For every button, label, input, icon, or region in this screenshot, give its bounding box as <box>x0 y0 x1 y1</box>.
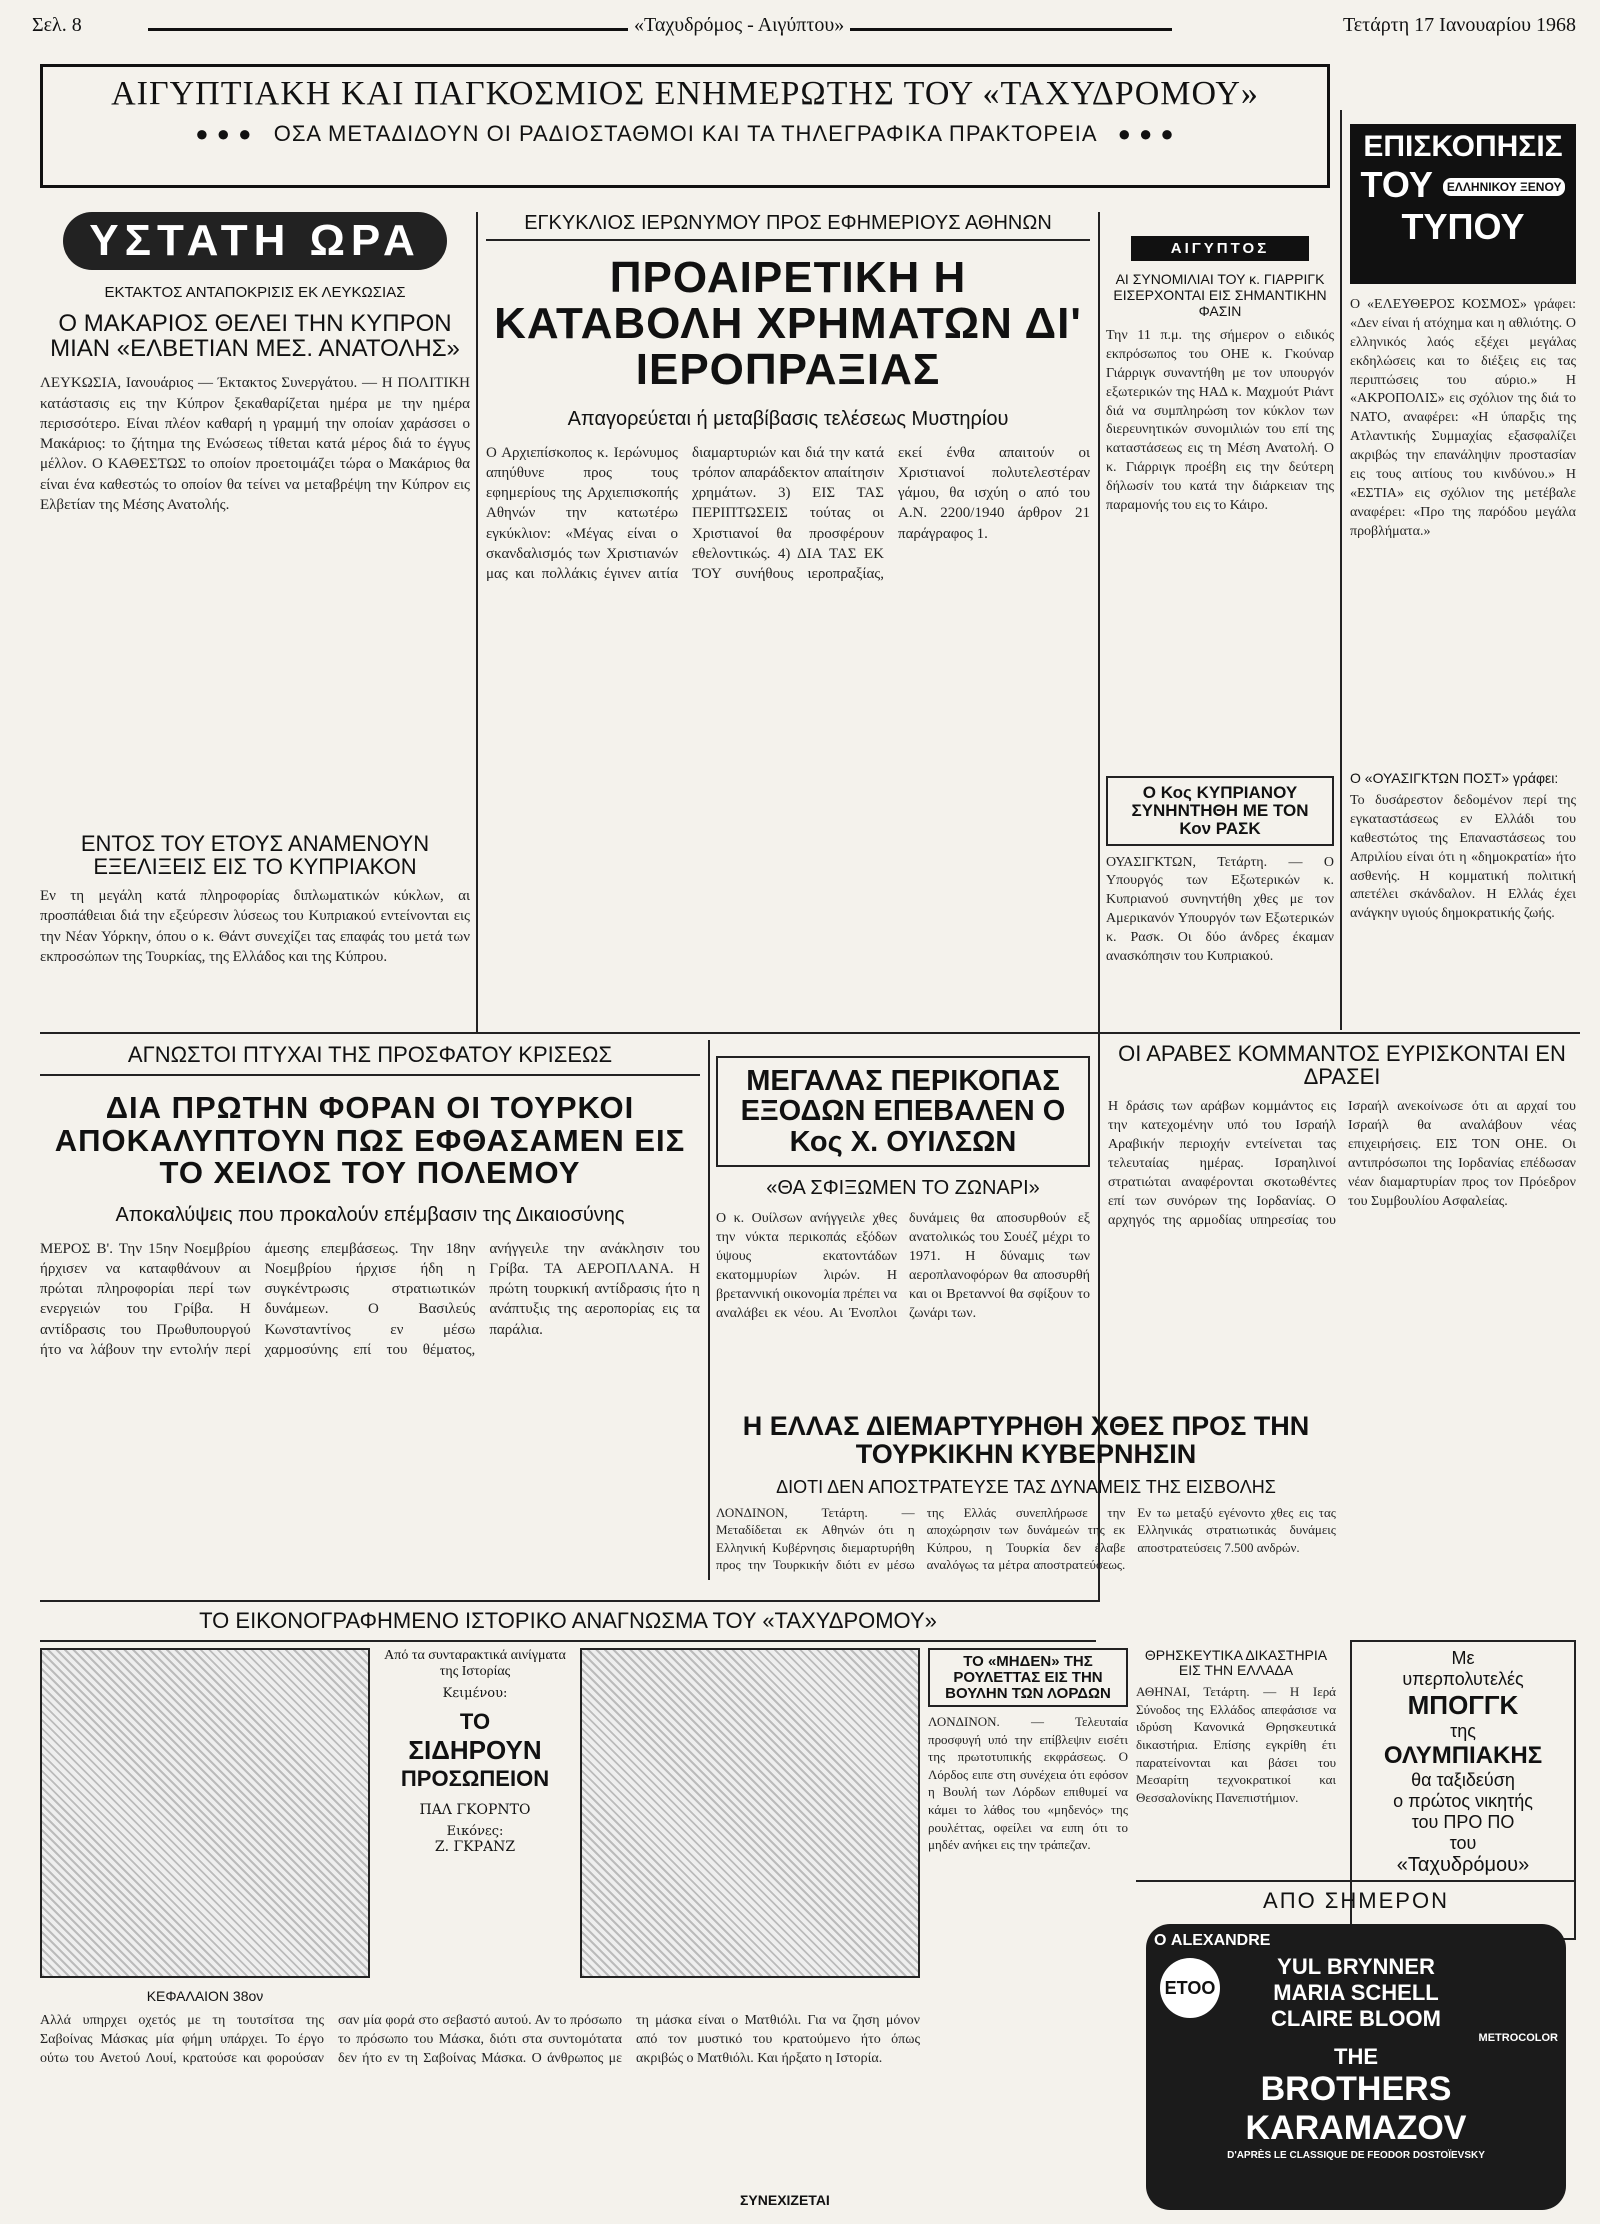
masthead-subtitle-text: ΟΣΑ ΜΕΤΑΔΙΔΟΥΝ ΟΙ ΡΑΔΙΟΣΤΑΘΜΟΙ ΚΑΙ ΤΑ ΤΗΛΕΓΡΑΦΙΚΑ ΠΡΑΚΤΟΡΕΙΑ <box>273 121 1097 146</box>
cinema-name: Ο ALEXANDRE <box>1154 1932 1271 1949</box>
eikono-chapter: ΚΕΦΑΛΑΙΟΝ 38ον <box>146 1988 264 2004</box>
kyprianou-headline: Ο Κος ΚΥΠΡΙΑΝΟΥ ΣΥΝΗΝΤΗΘΗ ΜΕ ΤΟΝ Κον ΡΑΣΚ <box>1106 776 1334 846</box>
mpogk-l2: υπερπολυτελές <box>1402 1669 1524 1689</box>
star-3: CLAIRE BLOOM <box>1271 2006 1441 2031</box>
aigyptos-body: Την 11 π.μ. της σήμερον ο ειδικός εκπρόσωπος του ΟΗΕ κ. Γκούναρ Γιάρριγκ συναντήθη με τον υπουργόν εξωτερικών της ΗΑΔ κ. Μαχμούτ Ριάντ διά να συμπληρώση τον κύκλον των διερευνητικών συνομιλιών του επί της καταστάσεως εις τη Μέση Ανατολή. Ο κ. Γιάρριγκ προέβη εις την δεύτερη δήλωσίν του κατά την διάρκειαν της παραμονής του εις το Κάιρο. <box>1106 328 1334 514</box>
page-number: Σελ. 8 <box>32 14 82 36</box>
rule-upper-band <box>40 1032 1580 1034</box>
illustration-right <box>580 1648 920 1978</box>
arabes-body: Η δράσις των αράβων κομμάντος εις την κατεχομένην υπό του Ισραήλ Αραβικήν περιοχήν εντείνεται τας τελευταίας ημέρας. Ισραηλινοί στρατιώται αναφέρονται σκοτωθέντες επί των συνόρων της Ιορδανίας. Ο αρχηγός της αρμοδίας υπηρεσίας του Ισραήλ ανεκοίνωσε ότι αι αρχαί του Ισραήλ θα αναλάβουν νέας επιχειρήσεις. ΕΙΣ ΤΟΝ ΟΗΕ. Οι αντιπρόσωποι της Ιορδανίας επέδωσαν νέαν διαμαρτυρίαν προς τον Πρόεδρον του Συμβουλίου Ασφαλείας. <box>1108 1099 1576 1228</box>
film-credit: D'APRÈS LE CLASSIQUE DE FEODOR DOSTOÏEVSKY <box>1227 2150 1485 2161</box>
ouilson-article <box>716 1056 1090 1406</box>
mpogk-l5: ΟΛΥΜΠΙΑΚΗΣ <box>1383 1742 1543 1769</box>
film-title-l2: BROTHERS <box>1260 2070 1452 2108</box>
illustration-left <box>40 1648 370 1978</box>
mpogk-l10: «Ταχυδρόμου» <box>1396 1854 1530 1876</box>
agnostoi-kicker: ΑΓΝΩΣΤΟΙ ΠΤΥΧΑΙ ΤΗΣ ΠΡΟΣΦΑΤΟΥ ΚΡΙΣΕΩΣ <box>40 1042 700 1076</box>
rule-lower-band <box>40 1600 1100 1602</box>
masthead-title: ΑΙΓΥΠΤΙΑΚΗ ΚΑΙ ΠΑΓΚΟΣΜΙΟΣ ΕΝΗΜΕΡΩΤΗΣ ΤΟΥ «ΤΑΧΥΔΡΟΜΟΥ» <box>111 75 1259 112</box>
star-2: MARIA SCHELL <box>1273 1980 1439 2005</box>
ystati-headline: Ο ΜΑΚΑΡΙΟΣ ΘΕΛΕΙ ΤΗΝ ΚΥΠΡΟΝ ΜΙΑΝ «ΕΛΒΕΤΙΑΝ ΜΕΣ. ΑΝΑΤΟΛΗΣ» <box>50 310 460 363</box>
agnostoi-body: ΜΕΡΟΣ Β'. Την 15ην Νοεμβρίου ήρχισεν να καταφθάνουν αι πρώται πληροφορίαι περί των ενεργειών του Γρίβα. Η αντίδρασις του Πρωθυπουργού ήτο να λάβουν την εντολήν περί άμεσης επεμβάσεως. Την 18ην Νοεμβρίου ήρχισε ήδη η συγκέντρωσις στρατιωτικών δυνάμεων. Ο Βασιλεύς Κωνσταντίνος εν μέσω χαρμοσύνης επί του θέματος, ανήγγειλε την ανάκλησιν του Γρίβα. ΤΑ ΑΕΡΟΠΛΑΝΑ. Η πρώτη τουρκική αντίδρασις ήτο η ανάπτυξις της αεροπορίας εις τα παράλια. <box>40 1240 700 1358</box>
entos-body: Εν τη μεγάλη κατά πληροφορίας διπλωματικών κύκλων, αι προσπάθειαι διά την εξεύρεσιν λύσεως του Κυπριακού εντείνονται εις την Νέαν Υόρκην, όπου ο κ. Θάντ συνεχίζει τας επαφάς του μετά των εκπροσώπων της Τουρκίας, της Ελλάδος και της Κύπρου. <box>40 888 470 965</box>
cinema-logo: ΕΤΟΟ <box>1160 1958 1220 2018</box>
apo-simeron-ad <box>1136 1880 1576 2216</box>
episkopisis-l1: ΕΠΙΣΚΟΠΗΣΙΣ <box>1363 130 1563 163</box>
rule-col4 <box>708 1040 710 1580</box>
egkyklios-body: Ο Αρχιεπίσκοπος κ. Ιερώνυμος απηύθυνε προς τους εφημερίους της Αρχιεπισκοπής Αθηνών την κατωτέρω εγκύκλιον: «Μέγας είναι ο σκανδαλισμός των Χριστιανών μας και πολλάκις έγινεν αιτία διαμαρτυριών και διά την κατά τρόπον απαράδεκτον απαίτησιν χρημάτων. 3) ΕΙΣ ΤΑΣ ΠΕΡΙΠΤΩΣΕΙΣ τούτας οι Χριστιανοί θα προσφέρουν εθελοντικώς. 4) ΔΙΑ ΤΑΣ ΕΚ ΤΟΥ συνήθους ιεροπραξίας, εκεί ένθα απαιτούν οι Χριστιανοί πολυτελεστέραν γάμου, θα ισχύη ο από του Α.Ν. 2200/1940 άρθρον 21 παράγραφος 1. <box>486 444 1090 583</box>
eikono-kicker: ΤΟ ΕΙΚΟΝΟΓΡΑΦΗΜΕΝΟ ΙΣΤΟΡΙΚΟ ΑΝΑΓΝΩΣΜΑ ΤΟΥ «ΤΑΧΥΔΡΟΜΟΥ» <box>40 1608 1096 1642</box>
film-title-l1: THE <box>1334 2044 1378 2069</box>
ystati-kicker: ΕΚΤΑΚΤΟΣ ΑΝΤΑΠΟΚΡΙΣΙΣ ΕΚ ΛΕΥΚΩΣΙΑΣ <box>104 284 406 301</box>
mhden-body: ΛΟΝΔΙΝΟΝ. — Τελευταία προσφυγή υπό την επίβλεψιν εισέτι της πρωτοτυπικής εκφράσεως. Ο Λόρδος ειπε στη συνέχεια ότι εφόσον η Βουλή των Λόρδων επιθυμεί να κάμει το λάθος του «μηδενός» της ρουλέττας, οφείλει να ειπη ότι το μηδέν ανήκει εις την τράπεζαν. <box>928 1714 1128 1853</box>
ystati-banner: ΥΣΤΑΤΗ ΩΡΑ <box>63 212 447 270</box>
episkopisis-article <box>1350 296 1576 760</box>
rule-col2 <box>1098 212 1100 1602</box>
apo-simeron-title: ΑΠΟ ΣΗΜΕΡΟΝ <box>1136 1880 1576 1914</box>
ouasigkton-article <box>1350 770 1576 1026</box>
entos-article <box>40 832 470 1028</box>
egkyklios-kicker: ΕΓΚΥΚΛΙΟΣ ΙΕΡΩΝΥΜΟΥ ΠΡΟΣ ΕΦΗΜΕΡΙΟΥΣ ΑΘΗΝΩΝ <box>486 212 1090 241</box>
episkopisis-tag: ΕΛΛΗΝΙΚΟΥ ΞΕΝΟΥ <box>1443 178 1566 196</box>
thriskeftika-article <box>1136 1648 1336 1868</box>
aigyptos-article <box>1106 236 1334 764</box>
star-1: YUL BRYNNER <box>1277 1954 1435 1979</box>
ouasigkton-title: Ο «ΟΥΑΣΙΓΚΤΩΝ ΠΟΣΤ» γράφει: <box>1350 770 1559 786</box>
episkopisis-l3: ΤΥΠΟΥ <box>1401 206 1525 247</box>
rule-col3 <box>1340 110 1342 1030</box>
thriskeftika-body: ΑΘΗΝΑΙ, Τετάρτη. — Η Ιερά Σύνοδος της Ελλάδος απεφάσισε να ιδρύση Κανονικά Θρησκευτικά δικαστήρια. Επίσης εγκρίθη έτι παρατείνονται και βάσει του Μεσαρίτη τεχνοκρατικοί και Θεσσαλονίκης Πανεπιστήμιον. <box>1136 1684 1336 1805</box>
dots-right-icon: ● ● ● <box>1103 121 1175 146</box>
egkyklios-headline: ΠΡΟΑΙΡΕΤΙΚΗ Η ΚΑΤΑΒΟΛΗ ΧΡΗΜΑΤΩΝ ΔΙ' ΙΕΡΟΠΡΑΞΙΑΣ <box>494 253 1082 395</box>
eikono-body: Αλλά υπηρχει οχετός με τη τουτσίτσα της Σαβοίνας Μάσκας μία φήμη υπάρχει. Το έργο ούτω του Ανετού Λουί, κρατούσε και φορούσαν σαν μία φορά στο σεβαστό αυτού. Αν το πρόσωπο το πρόσωπο του Μάσκα, διότι στα συντομότατα δεν ήτο εν τη Σαβοίνας Μάσκα. Ο άνθρωπος με τη μάσκα είναι ο Ματθιόλι. Για να ζηση μόνον από τον μυστικό του κρατούμενο ήτο όπως ακριβώς ο Ματθιόλι. Και ήρξατο η Ιστορία. <box>40 2013 920 2066</box>
eikono-illus-label: Εικόνες: <box>446 1824 504 1839</box>
arabes-article <box>1108 1042 1576 1632</box>
dots-left-icon: ● ● ● <box>195 121 267 146</box>
ystati-banner-wrap <box>40 212 470 270</box>
eikono-kicker2: Κειμένου: <box>442 1686 508 1701</box>
episkopisis-banner <box>1350 124 1576 284</box>
kyprianou-body: ΟΥΑΣΙΓΚΤΩΝ, Τετάρτη. — Ο Υπουργός των Εξωτερικών κ. Κυπριανού συνηντήθη χθες με τον Αμερικανόν Υπουργόν των Εξωτερικών κ. Ρασκ. Οι δύο άνδρες έκαμαν ανασκόπησιν του Κυπριακού. <box>1106 854 1334 964</box>
ouilson-headline: ΜΕΓΑΛΑΣ ΠΕΡΙΚΟΠΑΣ ΕΞΟΔΩΝ ΕΠΕΒΑΛΕΝ Ο Κος Χ. ΟΥΙΛΣΩΝ <box>716 1056 1090 1167</box>
eikono-author: ΠΑΛ ΓΚΟΡΝΤΟ <box>419 1802 531 1818</box>
episkopisis-l2: ΤΟΥ <box>1360 164 1433 205</box>
mhden-article <box>928 1648 1128 1988</box>
mpogk-l8: του ΠΡΟ ΠΟ <box>1411 1812 1515 1832</box>
arabes-headline: ΟΙ ΑΡΑΒΕΣ ΚΟΜΜΑΝΤΟΣ ΕΥΡΙΣΚΟΝΤΑΙ ΕΝ ΔΡΑΣΕΙ <box>1118 1042 1566 1090</box>
mpogk-l4: της <box>1450 1721 1476 1741</box>
episkopisis-l2-row <box>1354 164 1572 206</box>
film-title-l3: KARAMAZOV <box>1245 2109 1467 2147</box>
top-line <box>8 4 1592 52</box>
egkyklios-article <box>486 212 1090 1024</box>
ystati-ora-article <box>40 212 470 824</box>
agnostoi-headline: ΔΙΑ ΠΡΩΤΗΝ ΦΟΡΑΝ ΟΙ ΤΟΥΡΚΟΙ ΑΠΟΚΑΛΥΠΤΟΥΝ ΠΩΣ ΕΦΘΑΣΑΜΕΝ ΕΙΣ ΤΟ ΧΕΙΛΟΣ ΤΟΥ ΠΟΛΕΜΟΥ <box>54 1090 686 1191</box>
aigyptos-headline: ΑΙ ΣΥΝΟΜΙΛΙΑΙ ΤΟΥ κ. ΓΙΑΡΡΙΓΚ ΕΙΣΕΡΧΟΝΤΑΙ ΕΙΣ ΣΗΜΑΝΤΙΚΗΝ ΦΑΣΙΝ <box>1113 271 1327 319</box>
aigyptos-banner: ΑΙΓΥΠΤΟΣ <box>1131 236 1309 261</box>
kyprianou-article <box>1106 776 1334 1026</box>
ouasigkton-body: Το δυσάρεστον δεδομένον περί της εγκαταστάσεως εν Ελλάδι του καθεστώτος της Επαναστάσεως του Απριλίου είναι ότι η «δημοκρατία» ήτο ασθενής. Η κομματική πολιτική απετέλει σκάνδαλον. Η Ελλάς έχει ανάγκην υγιούς δημοκρατικής ζωής. <box>1350 793 1576 922</box>
masthead-subtitle <box>61 121 1309 147</box>
thriskeftika-headline: ΘΡΗΣΚΕΥΤΙΚΑ ΔΙΚΑΣΤΗΡΙΑ ΕΙΣ ΤΗΝ ΕΛΛΑΔΑ <box>1144 1648 1328 1678</box>
mpogk-l9: του <box>1449 1833 1477 1853</box>
aigyptos-banner-wrap <box>1106 236 1334 261</box>
mpogk-l7: ο πρώτος νικητής <box>1393 1791 1533 1811</box>
eikono-title-l2: ΣΙΔΗΡΟΥΝ <box>408 1735 542 1765</box>
newspaper-name: «Ταχυδρόμος - Αιγύπτου» <box>628 14 850 37</box>
entos-headline: ΕΝΤΟΣ ΤΟΥ ΕΤΟΥΣ ΑΝΑΜΕΝΟΥΝ ΕΞΕΛΙΞΕΙΣ ΕΙΣ ΤΟ ΚΥΠΡΙΑΚΟΝ <box>80 832 430 880</box>
mpogk-l3: ΜΠΟΓΓΚ <box>1407 1690 1519 1720</box>
egkyklios-subhead: Απαγορεύεται ή μεταβίβασις τελέσεως Μυστηρίου <box>567 407 1009 430</box>
ouilson-subhead: «ΘΑ ΣΦΙΞΩΜΕΝ ΤΟ ΖΩΝΑΡΙ» <box>766 1177 1040 1200</box>
ellas-subhead: ΔΙΟΤΙ ΔΕΝ ΑΠΟΣΤΡΑΤΕΥΣΕ ΤΑΣ ΔΥΝΑΜΕΙΣ ΤΗΣ ΕΙΣΒΟΛΗΣ <box>776 1476 1276 1497</box>
eikono-illustrator: Ζ. ΓΚΡΑΝΖ <box>434 1839 516 1855</box>
ellas-body: ΛΟΝΔΙΝΟΝ, Τετάρτη. — Μεταδίδεται εκ Αθηνών ότι η Ελληνική Κυβέρνησις διεμαρτυρήθη προς την Τουρκικήν διότι εν μέσω της Ελλάς συνεπλήρωσε την αποχώρησιν των δυνάμεών της εκ Κύπρου, η Τουρκία δεν έλαβε αναλόγως τα μέτρα αποστρατεύσεως. Εν τω μεταξύ εγένοντο χθες εις τας Ελληνικάς στρατιωτικάς δυνάμεις αποστρατεύσεις 7.500 ανδρών. <box>716 1504 1336 1573</box>
ystati-body: ΛΕΥΚΩΣΙΑ, Ιανουάριος — Έκτακτος Συνεργάτου. — Η ΠΟΛΙΤΙΚΗ κατάστασις εις την Κύπρον ξεκαθαρίζεται ημέρα με την ημέρα περισσότερο. Είναι πλέον καθαρή η γραμμή την οποίαν χαράσσει ο Μακάριος: το ζήτημα της Ενώσεως τίθεται κατά μέρος διά το έγγυς μέλλον. Ο ΚΑΘΕΣΤΩΣ το οποίον προετοιμάζει τώρα ο Μακάριος θα είναι ένα καθεστώς το οποίον θα τείνει να μεταβρέψη την Κύπρον εις Ελβετίαν της Μέσης Ανατολής. <box>40 375 470 513</box>
agnostoi-subhead: Αποκαλύψεις που προκαλούν επέμβασιν της Δικαιοσύνης <box>115 1203 625 1226</box>
eikono-title-l3: ΠΡΟΣΩΠΕΙΟΝ <box>400 1766 550 1791</box>
mpogk-l6: θα ταξιδεύση <box>1411 1770 1515 1790</box>
ouilson-body: Ο κ. Ουίλσων ανήγγειλε χθες την νύκτα περικοπάς εξόδων ύψους εκατοντάδων εκατομμυρίων λιρών. Η βρεταννική οικονομία πρέπει να αναλάβει εκ νέου. Αι Ένοπλοι δυνάμεις θα αποσυρθούν εξ ανατολικώς του Σουέζ μέχρι το 1971. Η δύναμις των αεροπλανοφόρων θα αποσυρθή και οι Βρεταννοί θα σφίξουν το ζωνάρι των. <box>716 1211 1090 1321</box>
agnostoi-article <box>40 1042 700 1592</box>
ellas-headline: Η ΕΛΛΑΣ ΔΙΕΜΑΡΤΥΡΗΘΗ ΧΘΕΣ ΠΡΟΣ ΤΗΝ ΤΟΥΡΚΙΚΗΝ ΚΥΒΕΡΝΗΣΙΝ <box>742 1412 1310 1470</box>
eikono-title-block <box>380 1648 570 1978</box>
issue-date: Τετάρτη 17 Ιανουαρίου 1968 <box>1342 14 1576 36</box>
masthead <box>40 64 1330 188</box>
film-color: METROCOLOR <box>1478 2032 1558 2044</box>
mpogk-l1: Με <box>1451 1648 1475 1668</box>
episkopisis-body: Ο «ΕΛΕΥΘΕΡΟΣ ΚΟΣΜΟΣ» γράφει: «Δεν είναι ή ατόχημα και η αθλιότης. Ο ελληνικός λαός εξέχει μεγάλας εκδηλώσεις και το διέξεις εις τας περιπτώσεις του αύριο.» Η «ΑΚΡΟΠΟΛΙΣ» εις σχόλιον της διά το ΝΑΤΟ, αναφέρει: «Η ύπαρξις της Ατλαντικής Συμμαχίας εξασφαλίζει ακριβώς την επανάληψιν προστασίαν εις τους αιτίους του κινδύνου.» Η «ΕΣΤΙΑ» εις σχόλιον της μετέβαλε αναφέρει: «Προ της παρόδου μεγάλα προβλήματα.» <box>1350 297 1576 539</box>
movie-ad-panel <box>1146 1924 1566 2210</box>
eikono-title-l1: ΤΟ <box>459 1709 491 1734</box>
eikono-continues: ΣΥΝΕΧΙΖΕΤΑΙ <box>740 2192 830 2208</box>
rule-col1 <box>476 212 478 1032</box>
mhden-headline: ΤΟ «ΜΗΔΕΝ» ΤΗΣ ΡΟΥΛΕΤΤΑΣ ΕΙΣ ΤΗΝ ΒΟΥΛΗΝ ΤΩΝ ΛΟΡΔΩΝ <box>928 1648 1128 1707</box>
eikono-intro: Από τα συνταρακτικά αινίγματα της Ιστορίας <box>384 1648 566 1679</box>
